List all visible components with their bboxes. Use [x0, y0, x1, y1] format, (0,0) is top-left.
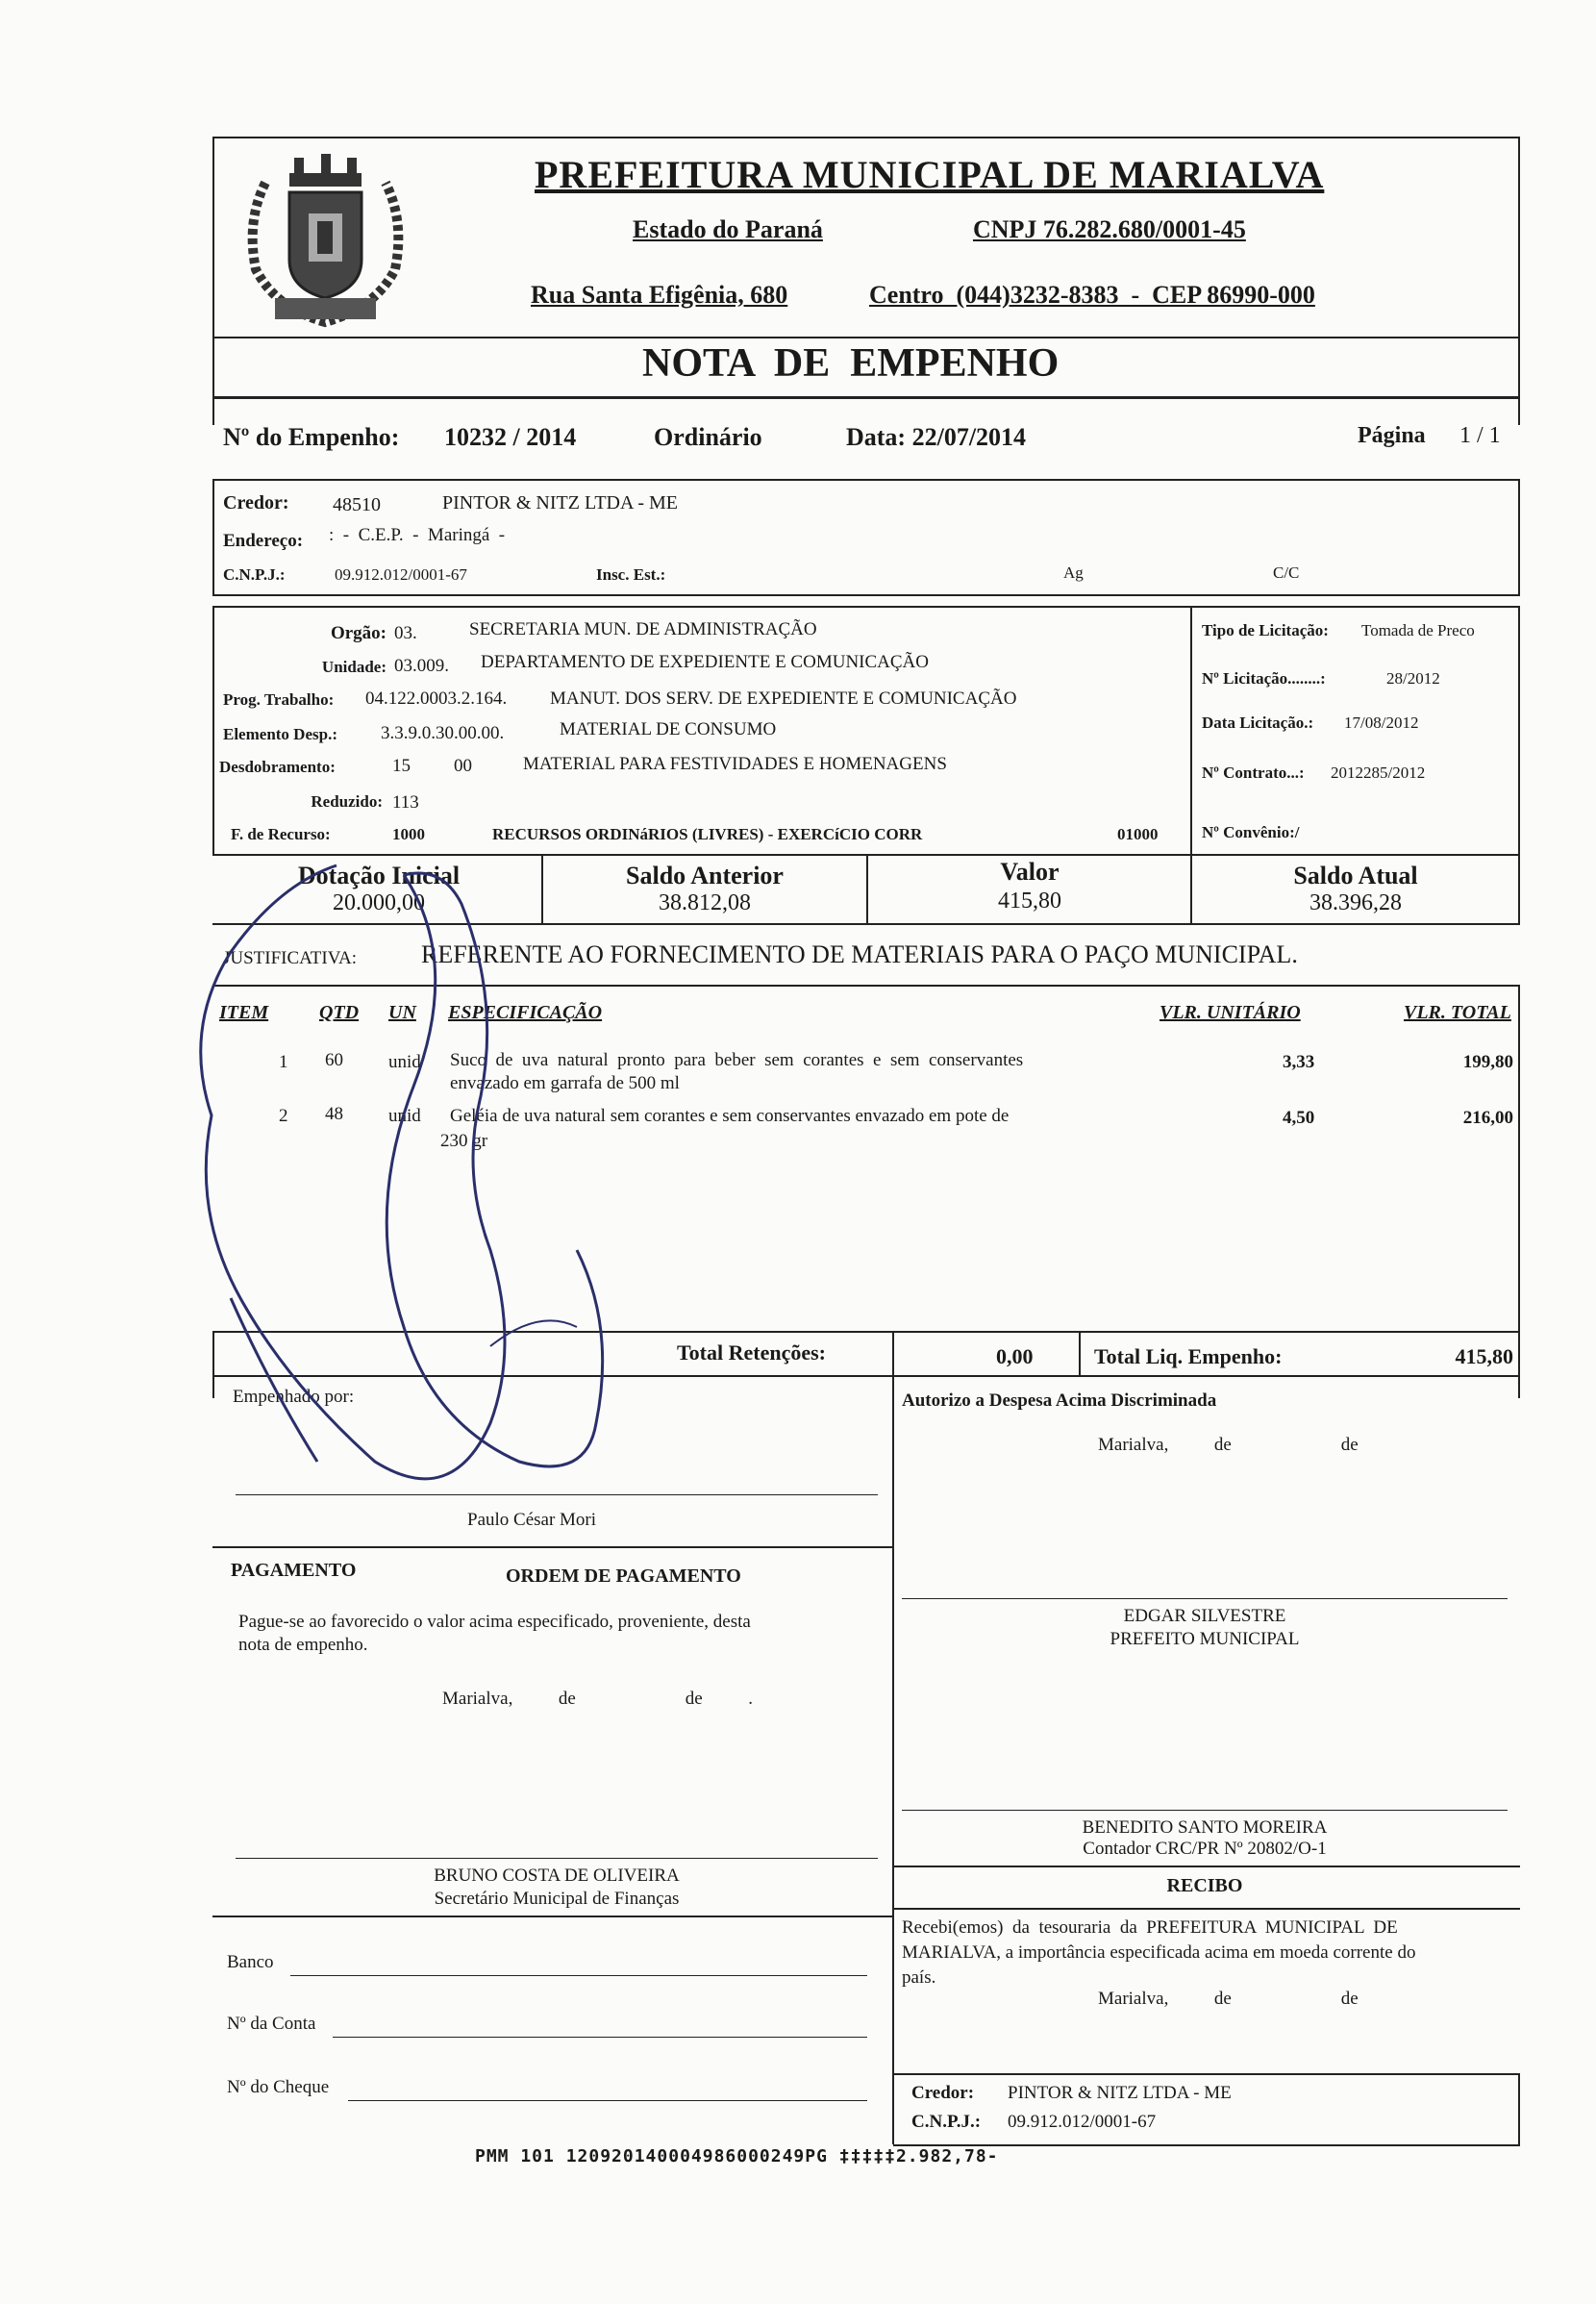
secretario-signature-line	[236, 1858, 878, 1859]
orgao-name: SECRETARIA MUN. DE ADMINISTRAÇÃO	[469, 619, 817, 639]
endereco-label: Endereço:	[223, 531, 304, 551]
justificativa-label: JUSTIFICATIVA:	[223, 948, 358, 968]
address-street: Rua Santa Efigênia, 680	[531, 281, 788, 309]
recibo-credor-label: Credor:	[911, 2083, 975, 2103]
credor-box-right	[1518, 479, 1520, 594]
autorizo-text: Autorizo a Despesa Acima Discriminada	[902, 1390, 1217, 1411]
saldo-atual-label: Saldo Atual	[1293, 862, 1418, 889]
item-1-unit: unid	[388, 1052, 421, 1072]
licitacao-date: 17/08/2012	[1344, 714, 1419, 732]
reduzido-label: Reduzido:	[311, 792, 383, 811]
empenho-date: Data: 22/07/2014	[846, 423, 1027, 451]
autorizo-local-data: Marialva, de de	[1098, 1435, 1359, 1455]
secretario-name: BRUNO COSTA DE OLIVEIRA	[434, 1866, 680, 1886]
pagamento-text-line-1: Pague-se ao favorecido o valor acima especificado, proveniente, desta	[238, 1612, 751, 1632]
address-details: Centro (044)3232-8383 - CEP 86990-000	[869, 281, 1315, 309]
contrato-label: Nº Contrato...:	[1202, 764, 1305, 782]
item-2-description-line-2: 230 gr	[440, 1131, 488, 1151]
contador-signature-line	[902, 1810, 1508, 1811]
banco-top	[212, 1916, 893, 1917]
item-1-unit-price: 3,33	[1283, 1052, 1315, 1072]
item-1-description-line-1: Suco de uva natural pronto para beber sem corantes e sem conservantes	[450, 1050, 1024, 1070]
title-divider	[212, 396, 1520, 399]
ordem-pagamento-title: ORDEM DE PAGAMENTO	[506, 1565, 741, 1587]
recibo-text-line-2: MARIALVA, a importância especificada acima em moeda corrente do	[902, 1942, 1416, 1963]
budget-box-right	[1518, 606, 1520, 856]
fonte-recurso-code: 1000	[392, 825, 425, 843]
elemento-name: MATERIAL DE CONSUMO	[560, 719, 777, 739]
item-2-number: 2	[279, 1106, 288, 1126]
recibo-top	[893, 1866, 1520, 1867]
budget-box-left	[212, 606, 214, 856]
prog-trabalho-name: MANUT. DOS SERV. DE EXPEDIENTE E COMUNICAÇÃO	[550, 689, 1017, 709]
recibo-cnpj: 09.912.012/0001-67	[1008, 2112, 1157, 2132]
numero-cheque-label: Nº do Cheque	[227, 2077, 330, 2097]
empenho-type: Ordinário	[654, 423, 762, 451]
document-title: NOTA DE EMPENHO	[642, 341, 1060, 386]
saldos-divider-3	[1190, 854, 1192, 923]
empenho-number-label: Nº do Empenho:	[223, 423, 400, 451]
page-label: Página	[1358, 423, 1426, 448]
elemento-label: Elemento Desp.:	[223, 725, 337, 743]
prefeito-name: EDGAR SILVESTRE	[1123, 1606, 1286, 1626]
prefeito-cargo: PREFEITO MUNICIPAL	[1110, 1629, 1300, 1649]
empenhado-por-label: Empenhado por:	[233, 1387, 355, 1407]
document-barcode-text: PMM 101 120920140004986000249PG ‡‡‡‡‡2.982,78-	[475, 2146, 999, 2166]
valor-value: 415,80	[998, 889, 1061, 914]
budget-box-top	[212, 606, 1520, 608]
agencia-label: Ag	[1063, 563, 1084, 582]
credor-code: 48510	[333, 494, 381, 515]
contador-cargo: Contador CRC/PR Nº 20802/O-1	[1083, 1839, 1327, 1859]
frame-left-border	[212, 137, 214, 425]
desdobramento-code-2: 00	[454, 756, 472, 776]
saldos-divider-1	[541, 854, 543, 923]
item-1-total: 199,80	[1462, 1052, 1513, 1072]
total-liquido-value: 415,80	[1455, 1344, 1513, 1368]
recibo-credor-right	[1518, 2073, 1520, 2146]
state-name: Estado do Paraná	[633, 215, 823, 243]
saldos-right	[1518, 854, 1520, 923]
col-valor-total-header: VLR. TOTAL	[1404, 1002, 1511, 1023]
credor-cnpj-label: C.N.P.J.:	[223, 565, 286, 584]
col-qtd-header: QTD	[319, 1002, 360, 1023]
recibo-title: RECIBO	[1166, 1875, 1243, 1896]
valor-label: Valor	[1000, 858, 1060, 886]
total-liquido-label: Total Liq. Empenho:	[1094, 1344, 1283, 1368]
page-value: 1 / 1	[1459, 423, 1501, 448]
credor-box-left	[212, 479, 214, 594]
desdobramento-label: Desdobramento:	[219, 758, 336, 776]
header-divider	[212, 337, 1520, 338]
numero-conta-label: Nº da Conta	[227, 2014, 316, 2034]
unidade-code: 03.009.	[394, 656, 449, 676]
frame-top-border	[212, 137, 1520, 138]
fonte-recurso-number: 01000	[1117, 825, 1159, 843]
recibo-title-divider	[893, 1908, 1520, 1910]
empenhado-signature-line	[236, 1494, 878, 1495]
fonte-recurso-name: RECURSOS ORDINáRIOS (LIVRES) - EXERCíCIO CORR	[492, 825, 923, 843]
item-2-qtd: 48	[325, 1104, 343, 1124]
item-1-number: 1	[279, 1052, 288, 1072]
justificativa-bottom	[212, 985, 1520, 987]
contador-name: BENEDITO SANTO MOREIRA	[1082, 1817, 1328, 1838]
tipo-licitacao-value: Tomada de Preco	[1361, 621, 1475, 639]
municipality-title: PREFEITURA MUNICIPAL DE MARIALVA	[535, 153, 1325, 196]
reduzido-value: 113	[392, 792, 419, 813]
municipality-cnpj: CNPJ 76.282.680/0001-45	[973, 215, 1246, 243]
convenio-label: Nº Convênio:/	[1202, 823, 1300, 841]
item-2-description-line-1: Geléia de uva natural sem corantes e sem conservantes envazado em pote de	[450, 1106, 1010, 1126]
credor-name: PINTOR & NITZ LTDA - ME	[442, 492, 678, 513]
credor-box-top	[212, 479, 1520, 481]
elemento-code: 3.3.9.0.30.00.00.	[381, 723, 505, 743]
unidade-name: DEPARTAMENTO DE EXPEDIENTE E COMUNICAÇÃO	[481, 652, 930, 672]
licitacao-date-label: Data Licitação.:	[1202, 714, 1314, 732]
municipal-coat-of-arms-icon	[237, 144, 414, 337]
saldo-anterior-label: Saldo Anterior	[626, 862, 784, 889]
col-valor-unitario-header: VLR. UNITÁRIO	[1160, 1002, 1301, 1023]
center-divider	[892, 1375, 894, 2144]
credor-cnpj: 09.912.012/0001-67	[335, 565, 467, 584]
col-especificacao-header: ESPECIFICAÇÃO	[448, 1002, 603, 1023]
col-un-header: UN	[388, 1002, 416, 1023]
totals-divider-1	[892, 1331, 894, 1377]
empenhado-por-name: Paulo César Mori	[467, 1510, 597, 1530]
total-retencoes-label: Total Retenções:	[677, 1340, 826, 1365]
banco-input-line	[290, 1975, 867, 1976]
totals-right	[1518, 1331, 1520, 1398]
item-1-qtd: 60	[325, 1050, 343, 1070]
empenho-number: 10232 / 2014	[444, 423, 577, 451]
budget-box-divider	[1190, 606, 1192, 856]
endereco-value: : - C.E.P. - Maringá -	[329, 525, 506, 545]
item-2-total: 216,00	[1462, 1108, 1513, 1128]
saldos-divider-2	[866, 854, 868, 923]
total-retencoes-value: 0,00	[996, 1344, 1034, 1368]
orgao-label: Orgão:	[330, 623, 387, 643]
contrato-number: 2012285/2012	[1331, 764, 1426, 782]
pagamento-text-line-2: nota de empenho.	[238, 1635, 368, 1655]
recibo-local-data: Marialva, de de	[1098, 1989, 1359, 2009]
saldos-bottom	[212, 923, 1520, 925]
item-2-unit: unid	[388, 1106, 421, 1126]
banco-label: Banco	[227, 1952, 274, 1972]
totals-top	[212, 1331, 1520, 1333]
conta-corrente-label: C/C	[1273, 563, 1300, 582]
licitacao-number-label: Nº Licitação........:	[1202, 669, 1326, 688]
frame-right-border	[1518, 137, 1520, 425]
dotacao-label: Dotação Inicial	[297, 862, 461, 889]
cheque-input-line	[348, 2100, 867, 2101]
insc-est-label: Insc. Est.:	[596, 565, 666, 584]
recibo-text-line-1: Recebi(emos) da tesouraria da PREFEITURA MUNICIPAL DE	[902, 1917, 1398, 1938]
dotacao-value: 20.000,00	[333, 890, 425, 915]
totals-divider-2	[1079, 1331, 1081, 1377]
totals-left	[212, 1331, 214, 1398]
tipo-licitacao-label: Tipo de Licitação:	[1202, 621, 1329, 639]
recibo-text-line-3: país.	[902, 1967, 936, 1988]
credor-box-bottom	[212, 594, 1520, 596]
saldo-anterior-value: 38.812,08	[659, 890, 751, 915]
totals-bottom	[212, 1375, 1520, 1377]
desdobramento-code-1: 15	[392, 756, 411, 776]
pagamento-top	[212, 1546, 893, 1548]
orgao-code: 03.	[394, 623, 417, 643]
justificativa-text: REFERENTE AO FORNECIMENTO DE MATERIAIS PARA O PAÇO MUNICIPAL.	[421, 940, 1298, 968]
desdobramento-name: MATERIAL PARA FESTIVIDADES E HOMENAGENS	[523, 754, 947, 774]
pagamento-local-data: Marialva, de de .	[442, 1689, 753, 1709]
conta-input-line	[333, 2037, 867, 2038]
secretario-cargo: Secretário Municipal de Finanças	[434, 1889, 680, 1909]
item-2-unit-price: 4,50	[1283, 1108, 1315, 1128]
fonte-recurso-label: F. de Recurso:	[231, 825, 331, 843]
prefeito-signature-line	[902, 1598, 1508, 1599]
credor-label: Credor:	[223, 492, 289, 513]
prog-trabalho-label: Prog. Trabalho:	[223, 690, 335, 709]
prog-trabalho-code: 04.122.0003.2.164.	[365, 689, 508, 709]
col-item-header: ITEM	[219, 1002, 269, 1023]
unidade-label: Unidade:	[321, 658, 387, 676]
item-1-description-line-2: envazado em garrafa de 500 ml	[450, 1073, 680, 1093]
recibo-credor-top	[893, 2073, 1520, 2075]
licitacao-number: 28/2012	[1386, 669, 1440, 688]
pagamento-label: PAGAMENTO	[231, 1560, 357, 1581]
items-right-border	[1518, 985, 1520, 1331]
recibo-credor-name: PINTOR & NITZ LTDA - ME	[1008, 2083, 1232, 2103]
saldo-atual-value: 38.396,28	[1309, 890, 1402, 915]
recibo-cnpj-label: C.N.P.J.:	[911, 2112, 982, 2132]
